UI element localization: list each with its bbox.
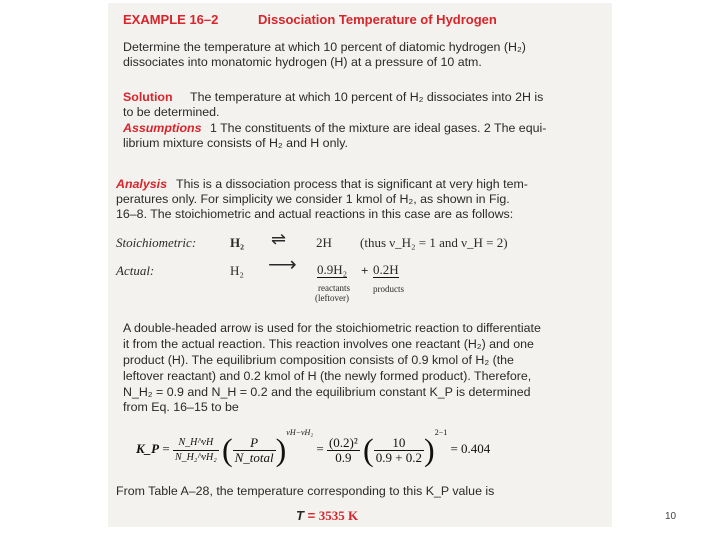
paragraph-line-2: it from the actual reaction. This reaction involves one reactant (H₂) and one — [123, 337, 534, 351]
paragraph-line-1: A double-headed arrow is used for the stoichiometric reaction to differentiate — [123, 321, 541, 335]
textbook-page — [108, 3, 612, 527]
actual-label: Actual: — [116, 263, 155, 278]
paragraph-line-6: from Eq. 16–15 to be — [123, 400, 239, 414]
actual-arrow: ⟶ — [268, 254, 297, 276]
eq-frac-3 — [327, 436, 360, 465]
eq-frac-1-den: N_H₂^νH₂ — [174, 451, 217, 463]
eq-frac-4-num: 10 — [374, 436, 424, 451]
paragraph-line-4: leftover reactant) and 0.2 kmol of H (the newly formed product). Therefore, — [123, 369, 532, 383]
table-line: From Table A–28, the temperature corresponding to this K_P value is — [116, 484, 495, 498]
actual-plus: + — [361, 263, 369, 278]
eq-result: 0.404 — [461, 441, 491, 456]
reactants-caption: reactants — [318, 283, 350, 293]
analysis-line-2: peratures only. For simplicity we consider 1 kmol of H₂, as shown in Fig. — [116, 192, 510, 206]
eq-frac-3-den: 0.9 — [335, 449, 352, 465]
stoich-label: Stoichiometric: — [116, 235, 197, 250]
assumptions-line-1: 1 The constituents of the mixture are ideal gases. 2 The equi- — [210, 121, 547, 135]
problem-line-2: dissociates into monatomic hydrogen (H) at a pressure of 10 atm. — [123, 55, 482, 69]
eq-frac-4 — [374, 436, 424, 465]
stoich-right: 2H — [316, 235, 332, 250]
eq-frac-1-num: N_H^νH — [173, 436, 219, 451]
solution-line-1: The temperature at which 10 percent of H₂ dissociates into 2H is — [190, 90, 544, 104]
products-caption: products — [373, 284, 404, 294]
kp-equation: K_P = $\frac{N\_H\^{}\nu H}{\text{N\_H₂\textasciicircum{}νH₂}}$ ( $\frac{P}{\text{N\_total}}$ )$^{\nu H-\nu H_2}$ = $\frac{\text{(0.2)²}}{0.9}$ ( $\frac{10}{0.9 + 0.2}$ )$^{2-1}$ = 0.404 — [136, 428, 491, 468]
analysis-line-1: This is a dissociation process that is significant at very high tem- — [176, 177, 528, 191]
eq-frac-2 — [233, 436, 276, 465]
solution-line-2: to be determined. — [123, 105, 220, 119]
eq-exponent-2: 2−1 — [434, 428, 448, 437]
paragraph-line-3: product (H). The equilibrium composition consists of 0.9 kmol of H₂ (the — [123, 353, 514, 367]
reactants-caption-2: (leftover) — [315, 293, 349, 303]
eq-frac-2-den: N_total — [234, 449, 274, 465]
actual-products: 0.2H — [373, 262, 399, 277]
answer-var: T — [296, 508, 304, 523]
answer-line — [296, 508, 358, 523]
answer-value: 3535 K — [318, 508, 359, 523]
assumptions-label: Assumptions — [123, 121, 202, 135]
eq-frac-3-num: (0.2)² — [328, 434, 358, 450]
eq-equals-3: = — [450, 441, 458, 456]
eq-frac-4-den: 0.9 + 0.2 — [375, 449, 423, 465]
page-number: 10 — [665, 511, 677, 522]
solution-label: Solution — [123, 90, 173, 104]
analysis-line-3: 16–8. The stoichiometric and actual reactions in this case are as follows: — [116, 207, 514, 221]
eq-equals-2: = — [316, 441, 324, 456]
eq-equals-1: = — [162, 441, 170, 456]
example-label: EXAMPLE 16–2 — [123, 12, 219, 27]
answer-equals: = — [307, 508, 316, 523]
stoich-left: H₂ — [230, 235, 245, 250]
stoich-note: (thus ν_H₂ = 1 and ν_H = 2) — [360, 235, 508, 250]
eq-frac-2-num: P — [233, 436, 276, 451]
eq-frac-1 — [173, 436, 219, 465]
paragraph-line-5: N_H₂ = 0.9 and N_H = 0.2 and the equilibrium constant K_P is determined — [123, 385, 531, 399]
actual-left: H₂ — [230, 263, 244, 278]
assumptions-line-2: librium mixture consists of H₂ and H only. — [123, 136, 348, 150]
problem-line-1: Determine the temperature at which 10 percent of diatomic hydrogen (H₂) — [123, 40, 526, 54]
stoich-arrow: ⇌ — [271, 229, 287, 249]
eq-exponent-1: νH−νH₂ — [286, 428, 314, 437]
example-title: Dissociation Temperature of Hydrogen — [258, 12, 497, 27]
analysis-label: Analysis — [116, 177, 167, 191]
actual-reactants: 0.9H₂ — [317, 262, 348, 277]
eq-kp: K_P — [136, 441, 160, 456]
